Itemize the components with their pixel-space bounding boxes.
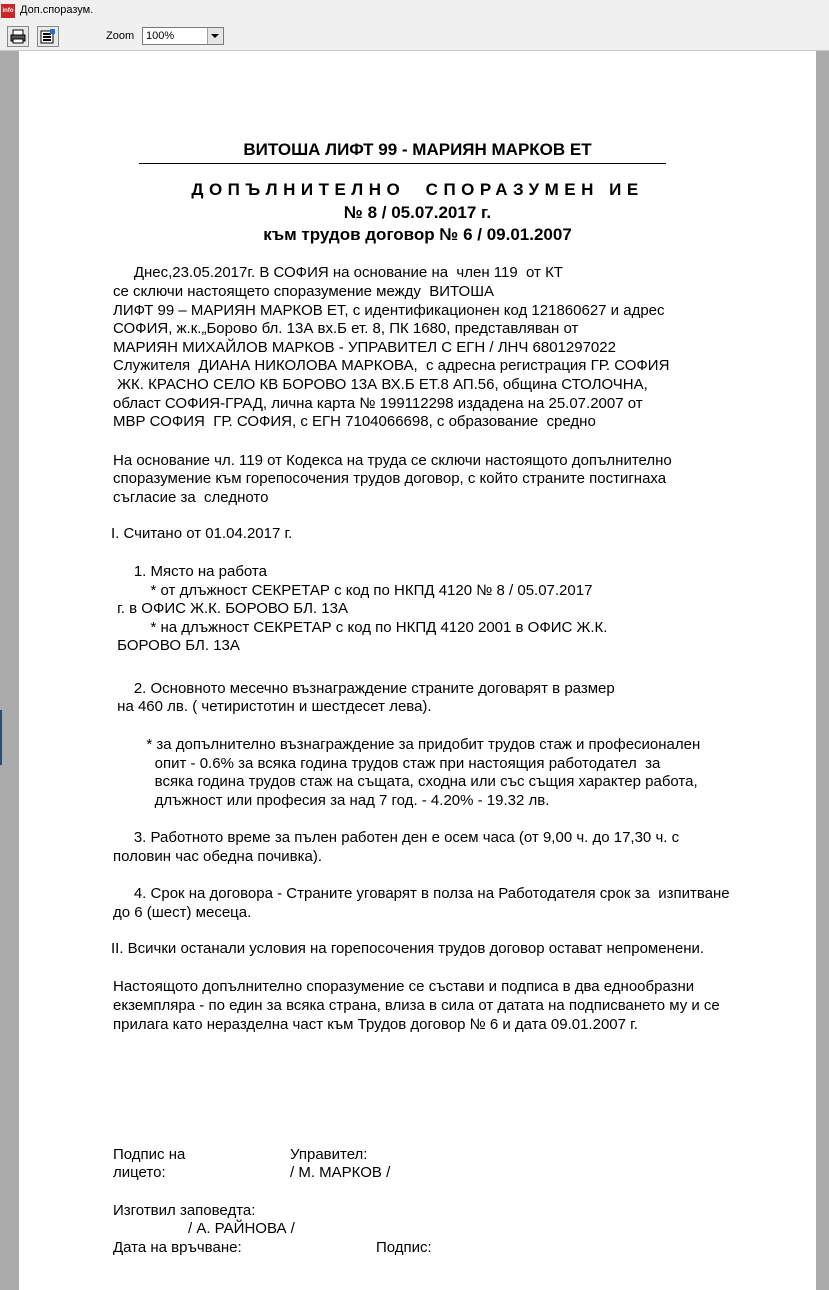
item-2-extra-line: длъжност или професия за над 7 год. - 4.20% - 19.32 лв. [113,792,550,809]
window-edge-marker [0,710,2,765]
document-number: № 8 / 05.07.2017 г. [343,203,492,222]
zoom-select[interactable] [142,27,224,45]
signature-label: Подпис: [376,1239,432,1256]
window-title: Доп.споразум. [20,4,94,16]
item-1-line: * на длъжност СЕКРЕТАР с код по НКПД 4120 2001 в ОФИС Ж.К. [113,619,608,636]
person-signature-label: Подпис на [113,1146,186,1163]
document-title: ДОПЪЛНИТЕЛНО СПОРАЗУМЕН ИЕ [191,180,644,199]
item-1-line: * от длъжност СЕКРЕТАР с код по НКПД 4120 № 8 / 05.07.2017 [113,582,593,599]
document-page [19,51,816,1290]
intro-line: СОФИЯ, ж.к.„Борово бл. 13А вх.Б ет. 8, ПК 1680, представляван от [113,320,579,337]
item-1-line: г. в ОФИС Ж.К. БОРОВО БЛ. 13А [113,600,348,617]
item-1-line: БОРОВО БЛ. 13А [113,637,240,654]
basis-line: споразумение към горепосочения трудов договор, с който страните постигнаха [113,470,667,487]
intro-line: ЛИФТ 99 – МАРИЯН МАРКОВ ЕТ, с идентификационен код 121860627 и адрес [113,302,665,319]
item-2-extra-line: всяка година трудов стаж на същата, сходна или със същия характер работа, [113,773,698,790]
manager-label: Управител: [290,1146,368,1163]
intro-line: се сключи настоящето споразумение между ВИТОША [113,283,494,300]
intro-line: ЖК. КРАСНО СЕЛО КВ БОРОВО 13А ВХ.Б ЕТ.8 АП.56, община СТОЛОЧНА, [113,376,648,393]
toolbar [0,23,829,51]
closing-line: Настоящото допълнително споразумение се състави и подписа в два еднообразни [113,978,695,995]
item-3-line: половин час обедна почивка). [113,848,323,865]
manager-name: / М. МАРКОВ / [290,1164,391,1181]
app-icon: info [1,4,15,18]
zoom-label: Zoom [106,30,135,42]
window-titlebar [0,0,829,24]
item-3-line: 3. Работното време за пълен работен ден е осем часа (от 9,00 ч. до 17,30 ч. с [113,829,680,846]
item-4-line: до 6 (шест) месеца. [113,904,252,921]
section-1-heading: I. Считано от 01.04.2017 г. [111,525,293,542]
contract-reference: към трудов договор № 6 / 09.01.2007 [263,225,572,244]
item-2-line: на 460 лв. ( четиристотин и шестдесет лева). [113,698,432,715]
basis-line: съгласие за следното [113,489,269,506]
print-button[interactable] [7,26,29,47]
prepared-by-name: / А. РАЙНОВА / [188,1220,295,1237]
closing-line: прилага като неразделна част към Трудов договор № 6 и дата 09.01.2007 г. [113,1016,638,1033]
export-button[interactable] [37,26,59,47]
delivery-date-label: Дата на връчване: [113,1239,242,1256]
company-underline [139,163,666,164]
chevron-down-icon [211,34,219,39]
intro-line: област СОФИЯ-ГРАД, лична карта № 199112298 издадена на 25.07.2007 от [113,395,643,412]
basis-line: На основание чл. 119 от Кодекса на труда се сключи настоящото допълнително [113,452,672,469]
closing-line: екземпляра - по един за всяка страна, влиза в сила от датата на подписването му и се [113,997,720,1014]
intro-line: МВР СОФИЯ ГР. СОФИЯ, с ЕГН 7104066698, с образование средно [113,413,596,430]
item-4-line: 4. Срок на договора - Страните уговарят в полза на Работодателя срок за изпитване [113,885,730,902]
item-2-line: 2. Основното месечно възнаграждение страните договарят в размер [113,680,615,697]
printer-icon [10,29,26,44]
prepared-by-label: Изготвил заповедта: [113,1202,256,1219]
person-signature-label: лицето: [113,1164,166,1181]
item-2-extra-line: опит - 0.6% за всяка година трудов стаж при настоящия работодател за [113,755,661,772]
export-icon [40,29,56,44]
company-heading: ВИТОША ЛИФТ 99 - МАРИЯН МАРКОВ ЕТ [243,140,592,159]
intro-line: Служителя ДИАНА НИКОЛОВА МАРКОВА, с адресна регистрация ГР. СОФИЯ [113,357,670,374]
section-2-heading: II. Всички останали условия на горепосочения трудов договор остават непроменени. [111,940,705,957]
intro-line: Днес,23.05.2017г. В СОФИЯ на основание на член 119 от КТ [113,264,563,281]
zoom-value: 100% [146,30,175,42]
zoom-dropdown-button[interactable] [207,28,223,44]
item-1-line: 1. Място на работа [113,563,267,580]
intro-line: МАРИЯН МИХАЙЛОВ МАРКОВ - УПРАВИТЕЛ С ЕГН / ЛНЧ 6801297022 [113,339,616,356]
item-2-extra-line: * за допълнително възнаграждение за придобит трудов стаж и професионален [113,736,701,753]
